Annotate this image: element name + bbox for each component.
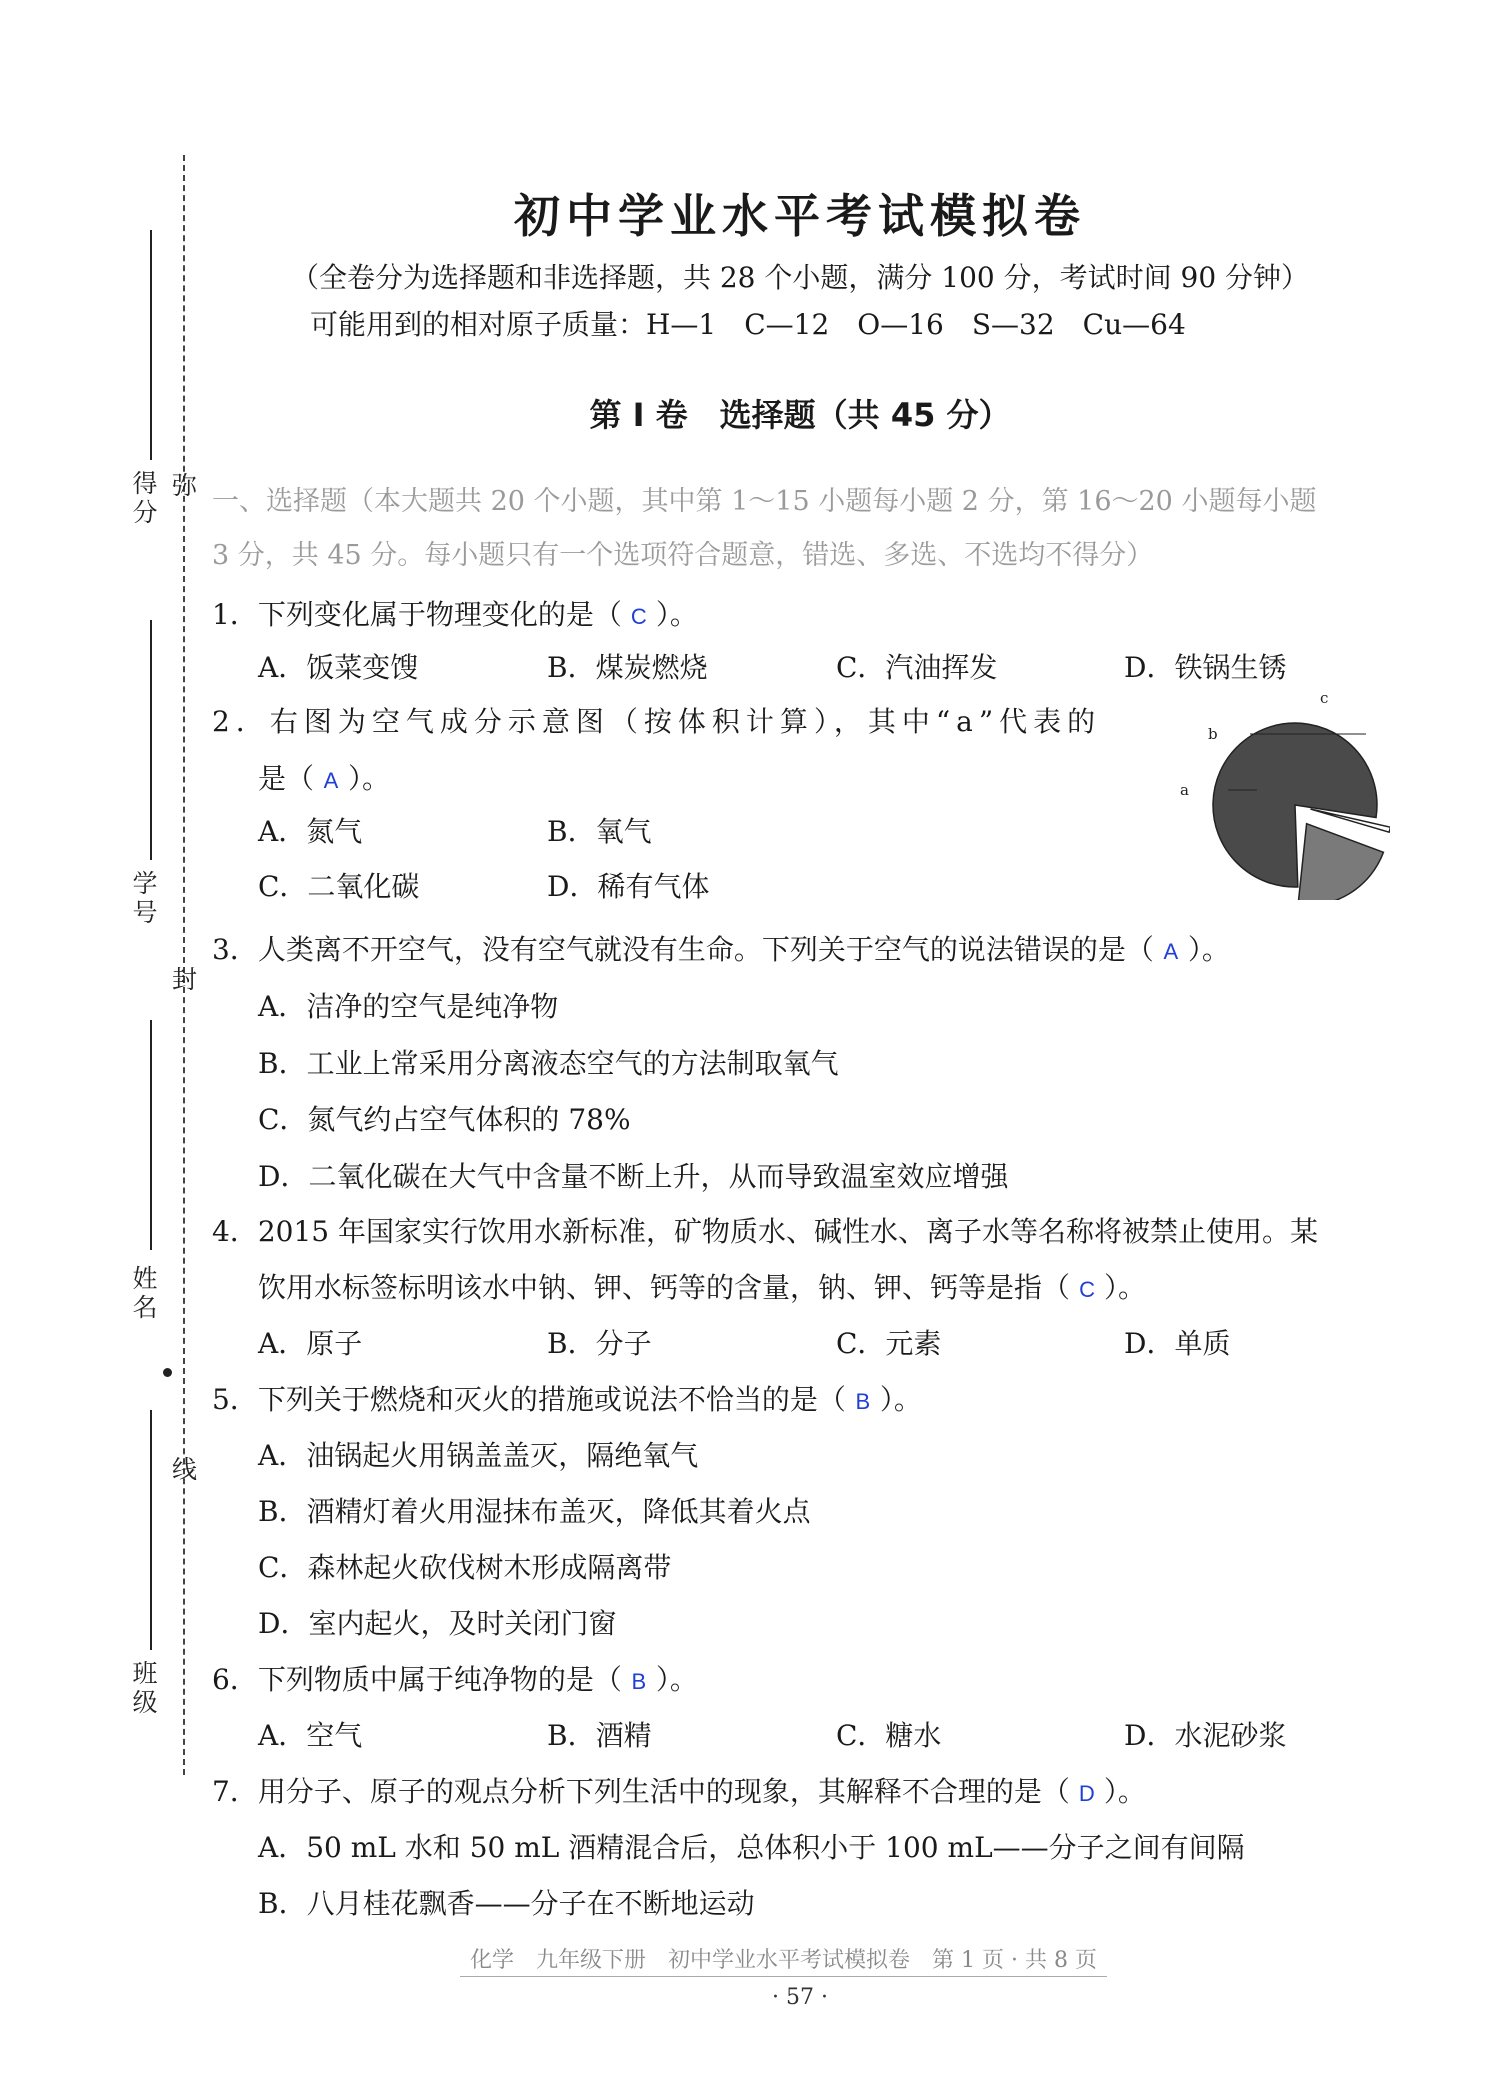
question-4-line-2 <box>258 1266 1146 1306</box>
option-a: A．氮气 <box>258 815 363 848</box>
question-stem-2: 饮用水标签标明该水中钠、钾、钙等的含量，钠、钾、钙等是指（ <box>258 1271 1071 1304</box>
class-label: 班级 <box>129 1660 158 1718</box>
option-c: C．森林起火砍伐树木形成隔离带 <box>258 1551 672 1584</box>
question-end: ）。 <box>655 1663 698 1696</box>
question-1 <box>212 593 698 633</box>
question-3 <box>212 928 1230 968</box>
option-c: C．糖水 <box>836 1719 942 1752</box>
pie-chart-svg <box>1170 690 1390 900</box>
option-d: D．单质 <box>1124 1327 1231 1360</box>
air-composition-pie-chart <box>1170 690 1390 900</box>
answer-mark: A <box>1163 939 1179 964</box>
option-a: A．空气 <box>258 1719 363 1752</box>
section-instruction <box>212 475 1392 583</box>
question-stem: 1．下列变化属于物理变化的是（ <box>212 598 622 631</box>
instruction-line-1: 一、选择题（本大题共 20 个小题，其中第 1～15 小题每小题 2 分，第 16～20 小题每小题 <box>212 486 1317 517</box>
question-end: ）。 <box>1104 1271 1147 1304</box>
option-b: B．酒精 <box>547 1719 652 1752</box>
option-b: B．工业上常采用分离液态空气的方法制取氧气 <box>258 1047 839 1080</box>
option-b: B．八月桂花飘香——分子在不断地运动 <box>258 1887 755 1920</box>
option-c: C．二氧化碳 <box>258 870 420 903</box>
option-c: C．汽油挥发 <box>836 651 998 684</box>
score-label: 得分 <box>129 470 158 528</box>
question-end: ）。 <box>1103 1775 1146 1808</box>
section-title: 第 I 卷 选择题（共 45 分） <box>589 396 1011 434</box>
option-b: B．酒精灯着火用湿抹布盖灭，降低其着火点 <box>258 1495 811 1528</box>
pie-label-c: c <box>1320 690 1329 707</box>
name-label: 姓名 <box>129 1265 158 1323</box>
question-stem: 3．人类离不开空气，没有空气就没有生命。下列关于空气的说法错误的是（ <box>212 933 1154 966</box>
option-a: A．油锅起火用锅盖盖灭，隔绝氧气 <box>258 1439 699 1472</box>
option-d: D．铁锅生锈 <box>1124 651 1287 684</box>
student-id-field-line <box>150 620 152 860</box>
option-d: D．水泥砂浆 <box>1124 1719 1287 1752</box>
pie-slice-c <box>1298 824 1383 900</box>
question-4 <box>212 1210 1318 1250</box>
seal-char-xian: 线 <box>172 1455 198 1484</box>
answer-mark: C <box>1079 1277 1095 1302</box>
question-stem: 7．用分子、原子的观点分析下列生活中的现象，其解释不合理的是（ <box>212 1775 1070 1808</box>
option-c: C．元素 <box>836 1327 942 1360</box>
answer-mark: B <box>631 1669 647 1694</box>
seal-char-mi: 弥 <box>172 471 198 500</box>
question-stem-2: 是（ <box>258 762 315 795</box>
answer-mark: A <box>323 768 339 793</box>
question-2-line-2 <box>258 757 390 797</box>
answer-mark: D <box>1078 1781 1095 1806</box>
question-6 <box>212 1658 698 1698</box>
option-a: A．饭菜变馊 <box>258 651 419 684</box>
option-d: D．二氧化碳在大气中含量不断上升，从而导致温室效应增强 <box>258 1160 1009 1193</box>
seal-char-feng: 封 <box>172 965 198 994</box>
option-a: A．洁净的空气是纯净物 <box>258 990 559 1023</box>
answer-mark: B <box>855 1389 871 1414</box>
question-2 <box>212 700 1101 740</box>
question-end: ）。 <box>655 598 698 631</box>
class-field-line <box>150 1410 152 1650</box>
instruction-line-2: 3 分，共 45 分。每小题只有一个选项符合题意，错选、多选、不选均不得分） <box>212 540 1154 571</box>
exam-subtitle: （全卷分为选择题和非选择题，共 28 个小题，满分 100 分，考试时间 90 分钟） <box>290 261 1310 294</box>
question-stem: 6．下列物质中属于纯净物的是（ <box>212 1663 622 1696</box>
pie-label-b: b <box>1208 725 1218 743</box>
question-stem: 5．下列关于燃烧和灭火的措施或说法不恰当的是（ <box>212 1383 846 1416</box>
name-field-line <box>150 1020 152 1250</box>
atomic-masses: 可能用到的相对原子质量：H—1 C—12 O—16 S—32 Cu—64 <box>310 308 1186 341</box>
question-5 <box>212 1378 922 1418</box>
page-footer: 化学 九年级下册 初中学业水平考试模拟卷 第 1 页 · 共 8 页 <box>460 1943 1107 1977</box>
question-end: ）。 <box>1187 933 1230 966</box>
option-d: D．室内起火，及时关闭门窗 <box>258 1607 617 1640</box>
pie-label-a: a <box>1180 781 1189 799</box>
page-title: 初中学业水平考试模拟卷 <box>514 189 1086 243</box>
page-number: · 57 · <box>772 1985 828 2010</box>
question-end: ）。 <box>348 762 391 795</box>
student-id-label: 学号 <box>129 870 158 928</box>
option-a: A．50 mL 水和 50 mL 酒精混合后，总体积小于 100 mL——分子之间有间隔 <box>258 1831 1245 1864</box>
option-d: D．稀有气体 <box>547 870 710 903</box>
option-b: B．氧气 <box>547 815 652 848</box>
option-b: B．煤炭燃烧 <box>547 651 708 684</box>
question-7 <box>212 1770 1146 1810</box>
answer-mark: C <box>630 604 647 629</box>
option-c: C．氮气约占空气体积的 78% <box>258 1103 631 1136</box>
seal-dot <box>163 1368 172 1377</box>
question-end: ）。 <box>879 1383 922 1416</box>
option-b: B．分子 <box>547 1327 652 1360</box>
question-stem: 4．2015 年国家实行饮用水新标准，矿物质水、碱性水、离子水等名称将被禁止使用。某 <box>212 1215 1318 1248</box>
question-stem: 2．右图为空气成分示意图（按体积计算），其中“a”代表的 <box>212 705 1102 738</box>
option-a: A．原子 <box>258 1327 363 1360</box>
